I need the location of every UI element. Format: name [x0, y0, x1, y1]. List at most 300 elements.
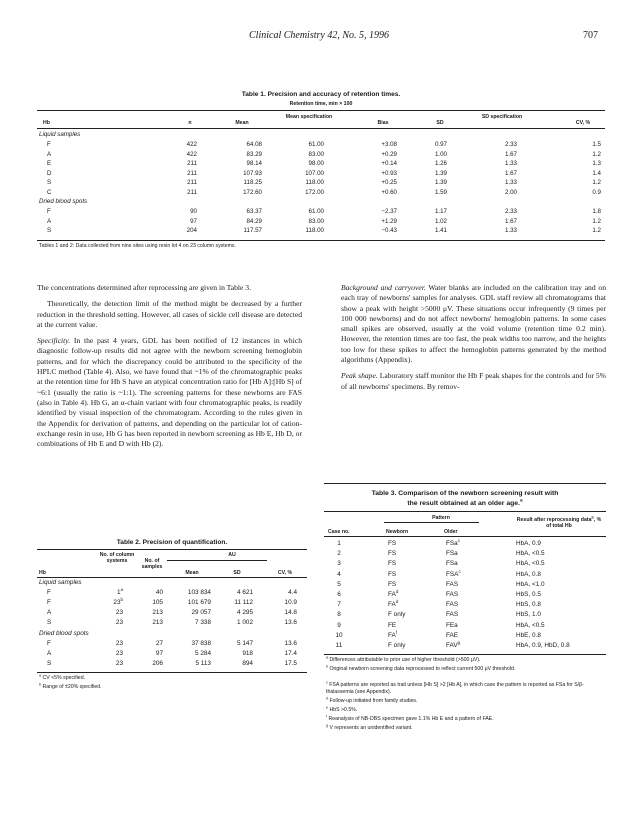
table-row	[37, 639, 307, 649]
t1-col-sd-spec: SD specification	[481, 114, 523, 120]
t1-cell-sd: 1.39	[434, 169, 447, 177]
footnote-text: Original newborn screening data reprocessed to reflect current 500 μV threshold.	[329, 666, 516, 672]
t3-cell-case: 6	[337, 591, 341, 598]
t2-cell-hb: F	[47, 599, 51, 606]
table-row	[37, 159, 605, 168]
footnote-marker: c	[457, 537, 460, 543]
t2-cell-sd: 5 147	[237, 640, 253, 647]
t1-cell-n: 204	[186, 227, 197, 234]
t1-cell-mean-spec: 118.00	[305, 179, 324, 186]
t1-cell-bias: +0.25	[381, 179, 397, 186]
t1-cell-cv: 1.4	[592, 169, 601, 177]
journal-citation: Clinical Chemistry 42, No. 5, 1996	[249, 30, 389, 41]
footnote-text: V represents an unidentified variant.	[329, 725, 413, 731]
t2-col-sd: SD	[233, 570, 241, 576]
value: FS	[388, 540, 397, 547]
t1-cell-sd-spec: 1.33	[504, 179, 517, 186]
value: 23	[115, 609, 123, 616]
table-row	[37, 217, 605, 226]
t2-cell-hb: A	[47, 609, 52, 616]
t2-cell-systems	[99, 588, 123, 598]
t1-cell-cv: 1.2	[592, 217, 601, 225]
t1-cell-mean-spec: 83.00	[308, 150, 324, 158]
t2-cell-systems	[99, 618, 123, 628]
value: FAV	[446, 642, 458, 649]
t1-cell-mean: 107.93	[243, 169, 262, 177]
t3-footnote-d: $^d$ Follow-up initiated from family studies.	[326, 696, 418, 704]
t3-cell-case: 11	[335, 642, 343, 649]
t3-cell-case: 2	[337, 550, 341, 558]
t2-cell-cv: 14.8	[284, 609, 297, 616]
t2-cell-mean: 5 284	[195, 650, 211, 657]
t3-cell-result: HbA, 0.8	[516, 570, 541, 578]
t3-cell-older	[446, 631, 458, 641]
t2-cell-cv: 10.9	[284, 599, 297, 606]
t1-cell-sd: 1.26	[434, 160, 447, 167]
t2-cell-samples: 97	[155, 650, 163, 657]
t1-cell-hb: A	[47, 150, 52, 158]
t1-cell-bias: +3.08	[381, 141, 397, 148]
paragraph-specificity	[37, 336, 302, 449]
t3-cell-case: 3	[337, 560, 341, 568]
t2-cell-sd: 1 002	[237, 619, 253, 626]
paragraph-head: Background and carryover.	[341, 283, 426, 292]
t1-cell-sd-spec: 2.00	[504, 188, 517, 196]
t2-cell-systems	[99, 608, 123, 618]
t3-footnote-g: $^g$ V represents an unidentified variant.	[326, 723, 413, 731]
table-1-subtitle: Retention time, min × 100	[289, 101, 353, 107]
t3-cell-newborn	[388, 559, 396, 569]
t1-cell-sd: 0.97	[434, 141, 447, 148]
footnote-text: CV <5% specified.	[42, 675, 86, 681]
t1-col-hb: Hb	[43, 120, 50, 126]
t1-cell-n: 211	[187, 179, 197, 186]
t3-cell-result: HbA, 0.9, HbD, 0.8	[516, 642, 570, 649]
t2-col-au: AU	[228, 552, 236, 558]
t2-cell-sd: 918	[242, 650, 253, 657]
t1-cell-bias: +0.29	[381, 150, 397, 158]
t2-cell-samples: 213	[152, 609, 163, 616]
page-number: 707	[583, 30, 598, 41]
t2-cell-hb: A	[47, 650, 52, 657]
value: 23	[115, 650, 123, 657]
t3-cell-result: HbS, 1.0	[516, 611, 541, 619]
paragraph-body: In the past 4 years, GDL has been notified of 12 instances in which diagnostic follow-up results did not agree with the newborn screening hemoglobin patterns, and for which the discrepancy could be attributed to the specificity of the HPLC method (Table 4). Also, we have found that ~1% of the chromatographic peaks at the retention time for Hb S have an atypical concentration ratio for [Hb A]:[Hb S] of ~6:1 (usually the ratio is ~1:1). The screening patterns for these newborns are FAS (also in Table 4). Hb G, an α-chain variant with four chromatographic peaks, is readily identified by visual inspection of the chromatogram. According to the rules given in the Appendix for derivation of patterns, and depending on the particular lot of cation-exchange resin in use, Hb G has been reported in newborn screening as Hb E, Hb D, or combinations of Hb E and D with Hb (2).	[37, 336, 302, 449]
value: FS	[388, 560, 397, 568]
t1-cell-n: 422	[186, 141, 197, 148]
t3-cell-case: 5	[337, 580, 341, 588]
t2-cell-samples: 213	[152, 619, 163, 626]
t3-col-newborn: Newborn	[386, 529, 409, 535]
t3-cell-case: 7	[337, 601, 341, 609]
t2-col-hb: Hb	[39, 570, 46, 576]
t3-footnote-f: $^f$ Reanalysis of NB-DBS specimen gave 1.1% Hb E and a pattern of FAE.	[326, 714, 494, 722]
t3-col-older: Older	[444, 529, 458, 535]
t1-col-mean: Mean	[235, 120, 249, 126]
t1-cell-sd-spec: 2.33	[504, 141, 517, 148]
t1-cell-mean: 83.29	[246, 150, 262, 158]
t3-cell-case: 8	[337, 611, 341, 619]
t1-cell-mean-spec: 107.00	[305, 169, 324, 177]
t1-cell-mean-spec: 172.00	[305, 188, 324, 196]
value: FA	[388, 631, 396, 639]
table-1-bottom-rule	[37, 240, 605, 241]
table-3-title-line-2: the result obtained at an older age.$^a$	[407, 498, 523, 507]
t3-cell-result: HbS, 0.5	[516, 591, 541, 598]
t2-cell-sd: 894	[242, 660, 253, 667]
t1-cell-sd: 1.17	[434, 208, 447, 215]
t1-cell-hb: C	[47, 188, 52, 196]
table-row	[37, 598, 307, 608]
t1-cell-cv: 1.2	[592, 227, 601, 234]
t3-cell-result: HbE, 0.8	[516, 631, 541, 639]
value: FSa	[446, 560, 458, 568]
t2-cell-systems	[99, 659, 123, 669]
t3-cell-newborn	[388, 641, 405, 651]
table-row	[37, 178, 605, 187]
paragraph-background	[341, 283, 606, 365]
t1-cell-cv: 1.2	[592, 179, 601, 186]
paragraph: The concentrations determined after reprocessing are given in Table 3.	[37, 283, 251, 292]
title-text: the result obtained at an older age.	[407, 500, 520, 507]
t2-cell-hb: F	[47, 589, 51, 596]
t3-col-pattern: Pattern	[432, 515, 450, 521]
t1-cell-mean: 118.25	[243, 179, 262, 186]
value: 23	[113, 599, 121, 606]
value: 1	[116, 589, 121, 596]
t1-cell-hb: D	[47, 169, 52, 177]
t2-cell-hb: S	[47, 619, 52, 626]
value: 23	[115, 619, 123, 626]
value: FSa	[446, 540, 458, 547]
table-row	[37, 188, 605, 197]
t2-col-systems: No. of column systems	[99, 552, 135, 564]
table-1-title: Table 1. Precision and accuracy of retention times.	[241, 91, 401, 98]
t2-footnote-b: $^b$ Range of ±20% specified.	[39, 682, 102, 690]
table-row	[324, 580, 606, 590]
t1-cell-bias: +0.14	[381, 160, 397, 167]
value: 23	[115, 640, 123, 647]
table-row	[37, 140, 605, 149]
value: FAS	[446, 591, 459, 598]
table-2-bottom-rule	[37, 672, 307, 673]
result-header-text: Result after reprocessing data	[516, 517, 592, 523]
t3-cell-older	[446, 610, 458, 620]
t2-col-cv: CV, %	[277, 570, 293, 576]
value: F only	[388, 642, 406, 649]
t1-cell-mean: 63.37	[246, 208, 262, 215]
t2-cell-cv: 17.4	[284, 650, 297, 657]
t1-cell-mean: 117.57	[243, 227, 262, 234]
value: FS	[388, 550, 397, 558]
footnote-marker: d	[395, 599, 399, 605]
t1-cell-cv: 1.2	[592, 150, 601, 158]
paragraph-head: Specificity.	[37, 336, 71, 346]
t2-cell-cv: 13.6	[284, 640, 297, 647]
t3-cell-case: 9	[337, 621, 341, 629]
t1-cell-bias: −2.37	[381, 208, 397, 215]
t2-cell-sd: 11 112	[234, 599, 253, 606]
t2-cell-hb: F	[47, 640, 51, 647]
t1-col-mean-spec: Mean specification	[285, 114, 333, 120]
t2-footnote-a: $^a$ CV <5% specified.	[39, 673, 86, 681]
t2-cell-mean: 101 679	[187, 599, 211, 606]
t3-footnote-b: $^b$ Original newborn screening data reprocessed to reflect current 500 μV threshold.	[326, 664, 516, 672]
table-2-top-rule	[37, 549, 307, 550]
t3-cell-older	[446, 621, 458, 631]
footnote-marker: f	[395, 629, 398, 635]
left-column-text	[37, 283, 302, 455]
t1-cell-mean-spec: 118.00	[305, 227, 324, 234]
t3-cell-newborn	[388, 600, 398, 610]
t1-group-liquid: Liquid samples	[39, 131, 81, 138]
table-row	[37, 608, 307, 618]
t1-cell-sd-spec: 1.33	[504, 160, 517, 167]
value: FSa	[446, 550, 458, 558]
footnote-marker: b	[120, 596, 123, 602]
footnote-text: FSA patterns are reported as trait unless [Hb S] >2 [Hb A], in which case the pattern is reported as FSa for S/β-thalassemia (see Appendix).	[326, 682, 584, 695]
t1-cell-mean-spec: 98.00	[308, 160, 324, 167]
value: FAE	[446, 631, 459, 639]
t1-cell-cv: 0.9	[592, 188, 601, 196]
t3-footnote-a: $^a$ Differences attributable to prior use of higher threshold (>500 μV).	[326, 655, 481, 663]
t1-cell-cv: 1.3	[592, 160, 601, 167]
value: FA	[388, 591, 396, 598]
t3-cell-older	[446, 549, 458, 559]
t3-cell-case: 1	[337, 540, 341, 547]
t1-cell-mean: 172.60	[243, 188, 262, 196]
table-2	[37, 539, 307, 779]
t1-cell-hb: S	[47, 179, 52, 186]
t3-cell-newborn	[388, 631, 397, 641]
table-row	[37, 207, 605, 216]
table-row	[37, 150, 605, 159]
t1-cell-sd-spec: 1.67	[504, 217, 517, 225]
t2-cell-samples: 40	[155, 589, 163, 596]
t1-col-n: n	[188, 120, 192, 126]
t2-cell-mean: 5 113	[195, 660, 211, 667]
t1-cell-sd-spec: 1.67	[504, 169, 517, 177]
table-row	[324, 590, 606, 600]
t2-cell-mean: 29 057	[191, 609, 211, 616]
t1-cell-n: 422	[186, 150, 197, 158]
t2-cell-cv: 17.5	[284, 660, 297, 667]
table-row	[37, 226, 605, 235]
t1-cell-hb: F	[47, 141, 51, 148]
t1-cell-mean-spec: 61.00	[308, 141, 324, 148]
table-row	[324, 559, 606, 569]
t3-cell-older	[446, 580, 458, 590]
value: FS	[388, 580, 397, 588]
value: FS	[388, 570, 397, 578]
value: 23	[115, 660, 123, 667]
t3-cell-result: HbS, 0.8	[516, 601, 541, 609]
t1-cell-bias: +0.60	[381, 188, 397, 196]
t2-cell-mean: 7 338	[195, 619, 211, 626]
t3-cell-result: HbA, 0.9	[516, 540, 541, 547]
t1-cell-n: 211	[187, 160, 197, 167]
value: FEa	[446, 621, 458, 629]
t3-cell-case: 4	[337, 570, 341, 578]
t3-footnote-e: $^e$ HbS >0.5%.	[326, 705, 358, 713]
footnote-text: Reanalysis of NB-DBS specimen gave 1.1% Hb E and a pattern of FAE.	[328, 716, 494, 722]
table-row	[37, 169, 605, 178]
t1-cell-mean: 98.14	[246, 160, 262, 167]
t1-cell-mean-spec: 61.00	[308, 208, 324, 215]
result-header-unit: % of total Hb	[546, 517, 602, 529]
t1-cell-sd: 1.59	[434, 188, 447, 196]
t3-cell-newborn	[388, 610, 405, 620]
t2-cell-systems	[99, 649, 123, 659]
t2-cell-sd: 4 621	[237, 589, 253, 596]
footnote-text: Follow-up initiated from family studies.	[329, 698, 418, 704]
right-column-text	[341, 283, 606, 398]
t1-cell-hb: F	[47, 208, 51, 215]
t1-cell-n: 97	[190, 217, 197, 225]
t1-cell-cv: 1.8	[592, 208, 601, 215]
t3-cell-result: HbA, <0.5	[516, 550, 545, 558]
t1-cell-sd: 1.02	[434, 217, 447, 225]
t3-cell-older	[446, 600, 458, 610]
paragraph-head: Peak shape.	[341, 371, 378, 381]
t1-cell-sd: 1.41	[434, 227, 447, 234]
table-3-bottom-rule	[324, 654, 606, 655]
t1-cell-mean-spec: 83.00	[308, 217, 324, 225]
t2-cell-samples: 27	[155, 640, 163, 647]
paragraph: Theoretically, the detection limit of the method might be decreased by a further reduction in the threshold setting. However, all cases of sickle cell disease are detected at the current value.	[37, 299, 302, 329]
t2-cell-mean: 103 834	[187, 589, 211, 596]
t2-group-liquid: Liquid samples	[39, 579, 82, 586]
t2-cell-sd: 4 295	[237, 609, 253, 616]
table-2-title: Table 2. Precision of quantification.	[116, 539, 228, 546]
table-row	[324, 570, 606, 580]
table-row	[324, 539, 606, 549]
t1-cell-hb: S	[47, 227, 52, 234]
footnote-text: Range of ±20% specified.	[42, 684, 102, 690]
value: FAS	[446, 601, 459, 609]
footnote-marker: c	[458, 568, 461, 574]
t2-au-rule	[167, 560, 267, 561]
table-1-footnote: Tables 1 and 2: Data collected from nine sites using resin lot 4 on 23 column systems.	[39, 243, 236, 249]
t2-cell-mean: 37 838	[191, 640, 211, 647]
t1-cell-bias: +0.93	[381, 169, 397, 177]
t1-col-bias: Bias	[377, 120, 389, 126]
t1-cell-mean: 64.08	[246, 141, 262, 148]
value: FSA	[446, 570, 459, 578]
table-3	[324, 483, 606, 823]
t3-cell-older	[446, 641, 460, 651]
table-1-header-rule	[37, 128, 605, 129]
t3-cell-case: 10	[335, 631, 343, 639]
t2-cell-systems	[99, 598, 123, 608]
t1-cell-hb: A	[47, 217, 52, 225]
t1-cell-n: 211	[187, 169, 197, 177]
table-1	[37, 82, 605, 254]
table-3-top-rule	[324, 511, 606, 512]
paragraph-peak-shape	[341, 371, 606, 392]
value: FAS	[446, 611, 459, 619]
t3-cell-older	[446, 539, 460, 549]
table-1-top-rule	[37, 110, 605, 111]
t1-cell-sd-spec: 2.33	[504, 208, 517, 215]
table-3-frame-top	[324, 483, 606, 484]
t1-col-cv: CV, %	[575, 120, 591, 126]
t1-cell-sd-spec: 1.33	[504, 227, 517, 234]
t2-cell-samples: 206	[152, 660, 163, 667]
t1-cell-bias: +1.29	[381, 217, 397, 225]
t1-cell-sd-spec: 1.67	[504, 150, 517, 158]
t1-cell-bias: −0.43	[381, 227, 397, 234]
t3-pattern-rule	[384, 522, 479, 523]
table-2-header-rule	[37, 577, 307, 578]
footnote-text: Differences attributable to prior use of higher threshold (>500 μV).	[329, 657, 481, 663]
table-row	[324, 600, 606, 610]
t3-col-case: Case no.	[328, 529, 350, 535]
t2-cell-cv: 4.4	[288, 589, 297, 596]
t1-cell-sd: 1.39	[434, 179, 447, 186]
t3-cell-older	[446, 590, 458, 600]
table-row	[37, 618, 307, 628]
t3-footnote-c: $^c$ FSA patterns are reported as trait unless [Hb S] >2 [Hb A], in which case the pattern is reported as FSa for S/β-thalassemia (see Appendix).	[326, 680, 584, 695]
t2-col-mean: Mean	[185, 570, 199, 576]
running-header	[0, 30, 638, 44]
value: FAS	[446, 580, 459, 588]
value: F only	[388, 611, 406, 619]
t1-group-dried: Dried blood spots	[39, 198, 88, 205]
table-row	[324, 610, 606, 620]
t1-col-sd: SD	[436, 120, 444, 126]
t2-col-samples: No. of samples	[141, 558, 163, 570]
table-3-header-rule	[324, 536, 606, 537]
t1-cell-hb: E	[47, 160, 52, 167]
table-row	[324, 621, 606, 631]
t3-cell-newborn	[388, 539, 396, 549]
table-row	[37, 649, 307, 659]
t3-cell-newborn	[388, 570, 396, 580]
value: FE	[388, 621, 397, 629]
t2-cell-samples: 105	[152, 599, 163, 606]
value: FA	[388, 601, 396, 609]
table-row	[37, 588, 307, 598]
t3-cell-older	[446, 570, 461, 580]
t3-cell-result: HbA, <1.0	[516, 580, 545, 588]
t1-cell-mean: 84.29	[246, 217, 262, 225]
footnote-marker: g	[457, 639, 461, 645]
t3-cell-result: HbA, <0.5	[516, 560, 545, 568]
table-row	[37, 659, 307, 669]
t2-cell-cv: 13.6	[284, 619, 297, 626]
paragraph-body: Water blanks are included on the calibration tray and on each tray of newborns' samples for analyses. GDL staff review all chromatograms that show a peak with height >5000 μV. These situations occur infrequently (9 times per 100 000 newborns) and do not affect newborns' hemoglobin patterns. In some cases small spikes are observed, usually at the void volume (retention time 0.2 min). However, the retention times are too fast, the peak widths too narrow, and the heights too low for these spikes to affect the hemoglobin patterns generated by the method algorithms (Appendix).	[341, 283, 606, 365]
t1-cell-n: 90	[190, 208, 197, 215]
footnote-marker: a	[120, 586, 123, 592]
t1-cell-n: 211	[187, 188, 197, 196]
t2-cell-hb: S	[47, 660, 52, 667]
t3-cell-newborn	[388, 549, 396, 559]
t2-cell-systems	[99, 639, 123, 649]
t3-cell-result: HbA, <0.5	[516, 621, 545, 629]
t1-cell-cv: 1.5	[592, 141, 601, 148]
footnote-marker: d	[395, 588, 399, 594]
footnote-text: HbS >0.5%.	[329, 707, 358, 713]
table-row	[324, 641, 606, 651]
paragraph-body: Laboratory staff monitor the Hb F peak shapes for the controls and for 5% of all newborns' specimens. By remov-	[341, 371, 606, 391]
table-row	[324, 631, 606, 641]
table-row	[324, 549, 606, 559]
t3-cell-older	[446, 559, 458, 569]
t2-group-dried: Dried blood spots	[39, 630, 89, 637]
table-3-title-line-1: Table 3. Comparison of the newborn screening result with	[371, 490, 559, 497]
t3-col-result: Result after reprocessing data$^b$, % of total Hb	[516, 515, 602, 529]
